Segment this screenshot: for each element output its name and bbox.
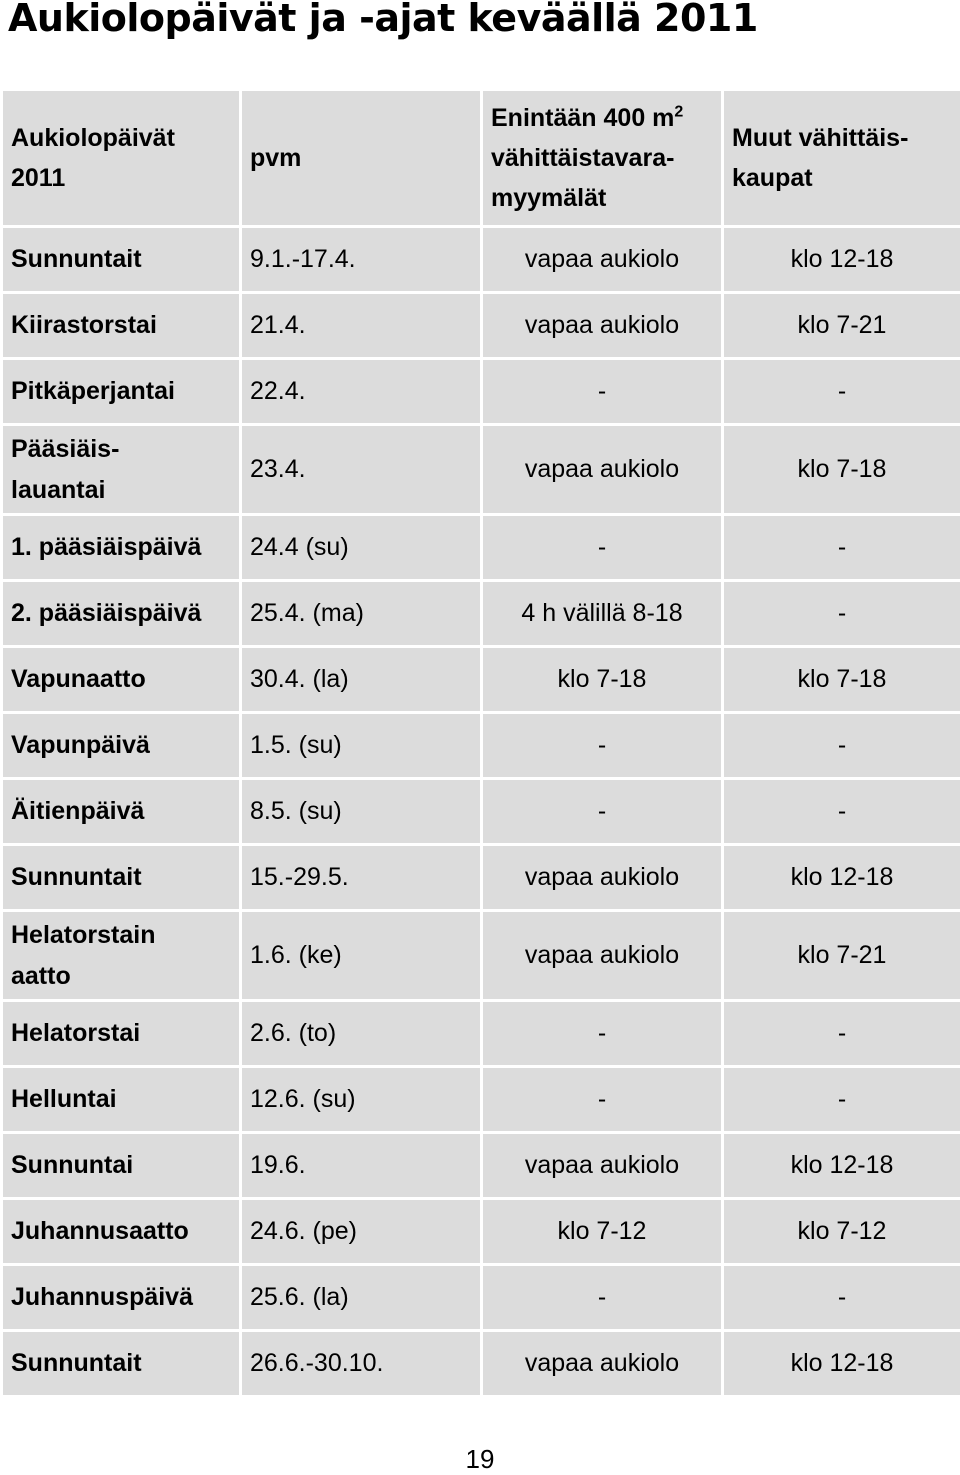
date-cell: 24.4 (su) bbox=[242, 516, 480, 579]
day-cell: Helluntai bbox=[3, 1068, 239, 1131]
small-store-hours-cell: - bbox=[483, 516, 721, 579]
table-row bbox=[3, 780, 960, 843]
table-row bbox=[3, 912, 960, 999]
other-store-hours-cell: - bbox=[724, 780, 960, 843]
table-row bbox=[3, 1002, 960, 1065]
header-opening-days: Aukiolopäivät 2011 bbox=[3, 91, 239, 225]
day-cell: 2. pääsiäispäivä bbox=[3, 582, 239, 645]
table-row bbox=[3, 648, 960, 711]
table-row bbox=[3, 294, 960, 357]
other-store-hours-cell: klo 7-21 bbox=[724, 294, 960, 357]
date-cell: 1.5. (su) bbox=[242, 714, 480, 777]
table-header-row bbox=[3, 91, 960, 225]
day-cell: Äitienpäivä bbox=[3, 780, 239, 843]
day-cell: Juhannuspäivä bbox=[3, 1266, 239, 1329]
day-cell: Kiirastorstai bbox=[3, 294, 239, 357]
table-row bbox=[3, 516, 960, 579]
page-title: Aukiolopäivät ja -ajat keväällä 2011 bbox=[8, 0, 758, 40]
table-row bbox=[3, 582, 960, 645]
other-store-hours-cell: klo 12-18 bbox=[724, 846, 960, 909]
other-store-hours-cell: - bbox=[724, 714, 960, 777]
day-cell: Juhannusaatto bbox=[3, 1200, 239, 1263]
small-store-hours-cell: - bbox=[483, 1266, 721, 1329]
table-row bbox=[3, 426, 960, 513]
day-cell: Pitkäperjantai bbox=[3, 360, 239, 423]
small-store-hours-cell: vapaa aukiolo bbox=[483, 426, 721, 513]
small-store-hours-cell: - bbox=[483, 714, 721, 777]
other-store-hours-cell: - bbox=[724, 1002, 960, 1065]
day-cell: Vapunpäivä bbox=[3, 714, 239, 777]
small-store-hours-cell: 4 h välillä 8-18 bbox=[483, 582, 721, 645]
page-number: 19 bbox=[465, 1444, 495, 1474]
other-store-hours-cell: klo 12-18 bbox=[724, 1134, 960, 1197]
header-other-stores: Muut vähittäis- kaupat bbox=[724, 91, 960, 225]
table-row bbox=[3, 1068, 960, 1131]
date-cell: 25.6. (la) bbox=[242, 1266, 480, 1329]
table-row bbox=[3, 228, 960, 291]
date-cell: 21.4. bbox=[242, 294, 480, 357]
header-small-stores: Enintään 400 $m^2$ vähittäistavara- myymälät bbox=[483, 91, 721, 225]
date-cell: 25.4. (ma) bbox=[242, 582, 480, 645]
other-store-hours-cell: - bbox=[724, 516, 960, 579]
date-cell: 30.4. (la) bbox=[242, 648, 480, 711]
small-store-hours-cell: klo 7-12 bbox=[483, 1200, 721, 1263]
date-cell: 2.6. (to) bbox=[242, 1002, 480, 1065]
table-row bbox=[3, 1266, 960, 1329]
date-cell: 19.6. bbox=[242, 1134, 480, 1197]
date-cell: 8.5. (su) bbox=[242, 780, 480, 843]
date-cell: 23.4. bbox=[242, 426, 480, 513]
day-cell: Sunnuntai bbox=[3, 1134, 239, 1197]
small-store-hours-cell: klo 7-18 bbox=[483, 648, 721, 711]
day-cell: Helatorstain aatto bbox=[3, 912, 239, 999]
date-cell: 1.6. (ke) bbox=[242, 912, 480, 999]
day-cell: Pääsiäis- lauantai bbox=[3, 426, 239, 513]
date-cell: 24.6. (pe) bbox=[242, 1200, 480, 1263]
small-store-hours-cell: - bbox=[483, 780, 721, 843]
small-store-hours-cell: - bbox=[483, 1068, 721, 1131]
table-row bbox=[3, 714, 960, 777]
date-cell: 12.6. (su) bbox=[242, 1068, 480, 1131]
day-cell: 1. pääsiäispäivä bbox=[3, 516, 239, 579]
date-cell: 26.6.-30.10. bbox=[242, 1332, 480, 1395]
table-row bbox=[3, 1134, 960, 1197]
day-cell: Helatorstai bbox=[3, 1002, 239, 1065]
day-cell: Sunnuntait bbox=[3, 846, 239, 909]
other-store-hours-cell: klo 7-12 bbox=[724, 1200, 960, 1263]
other-store-hours-cell: klo 12-18 bbox=[724, 228, 960, 291]
day-cell: Sunnuntait bbox=[3, 228, 239, 291]
day-cell: Sunnuntait bbox=[3, 1332, 239, 1395]
small-store-hours-cell: - bbox=[483, 1002, 721, 1065]
other-store-hours-cell: - bbox=[724, 1068, 960, 1131]
small-store-hours-cell: vapaa aukiolo bbox=[483, 1134, 721, 1197]
table-row bbox=[3, 1332, 960, 1395]
header-date: pvm bbox=[242, 91, 480, 225]
other-store-hours-cell: klo 7-18 bbox=[724, 426, 960, 513]
date-cell: 15.-29.5. bbox=[242, 846, 480, 909]
other-store-hours-cell: klo 7-21 bbox=[724, 912, 960, 999]
small-store-hours-cell: vapaa aukiolo bbox=[483, 912, 721, 999]
small-store-hours-cell: - bbox=[483, 360, 721, 423]
date-cell: 22.4. bbox=[242, 360, 480, 423]
table-row bbox=[3, 846, 960, 909]
table-row bbox=[3, 1200, 960, 1263]
small-store-hours-cell: vapaa aukiolo bbox=[483, 228, 721, 291]
day-cell: Vapunaatto bbox=[3, 648, 239, 711]
table-row bbox=[3, 360, 960, 423]
other-store-hours-cell: - bbox=[724, 360, 960, 423]
other-store-hours-cell: - bbox=[724, 582, 960, 645]
date-cell: 9.1.-17.4. bbox=[242, 228, 480, 291]
other-store-hours-cell: klo 7-18 bbox=[724, 648, 960, 711]
other-store-hours-cell: klo 12-18 bbox=[724, 1332, 960, 1395]
small-store-hours-cell: vapaa aukiolo bbox=[483, 846, 721, 909]
other-store-hours-cell: - bbox=[724, 1266, 960, 1329]
opening-hours-table bbox=[0, 88, 960, 1398]
small-store-hours-cell: vapaa aukiolo bbox=[483, 294, 721, 357]
small-store-hours-cell: vapaa aukiolo bbox=[483, 1332, 721, 1395]
